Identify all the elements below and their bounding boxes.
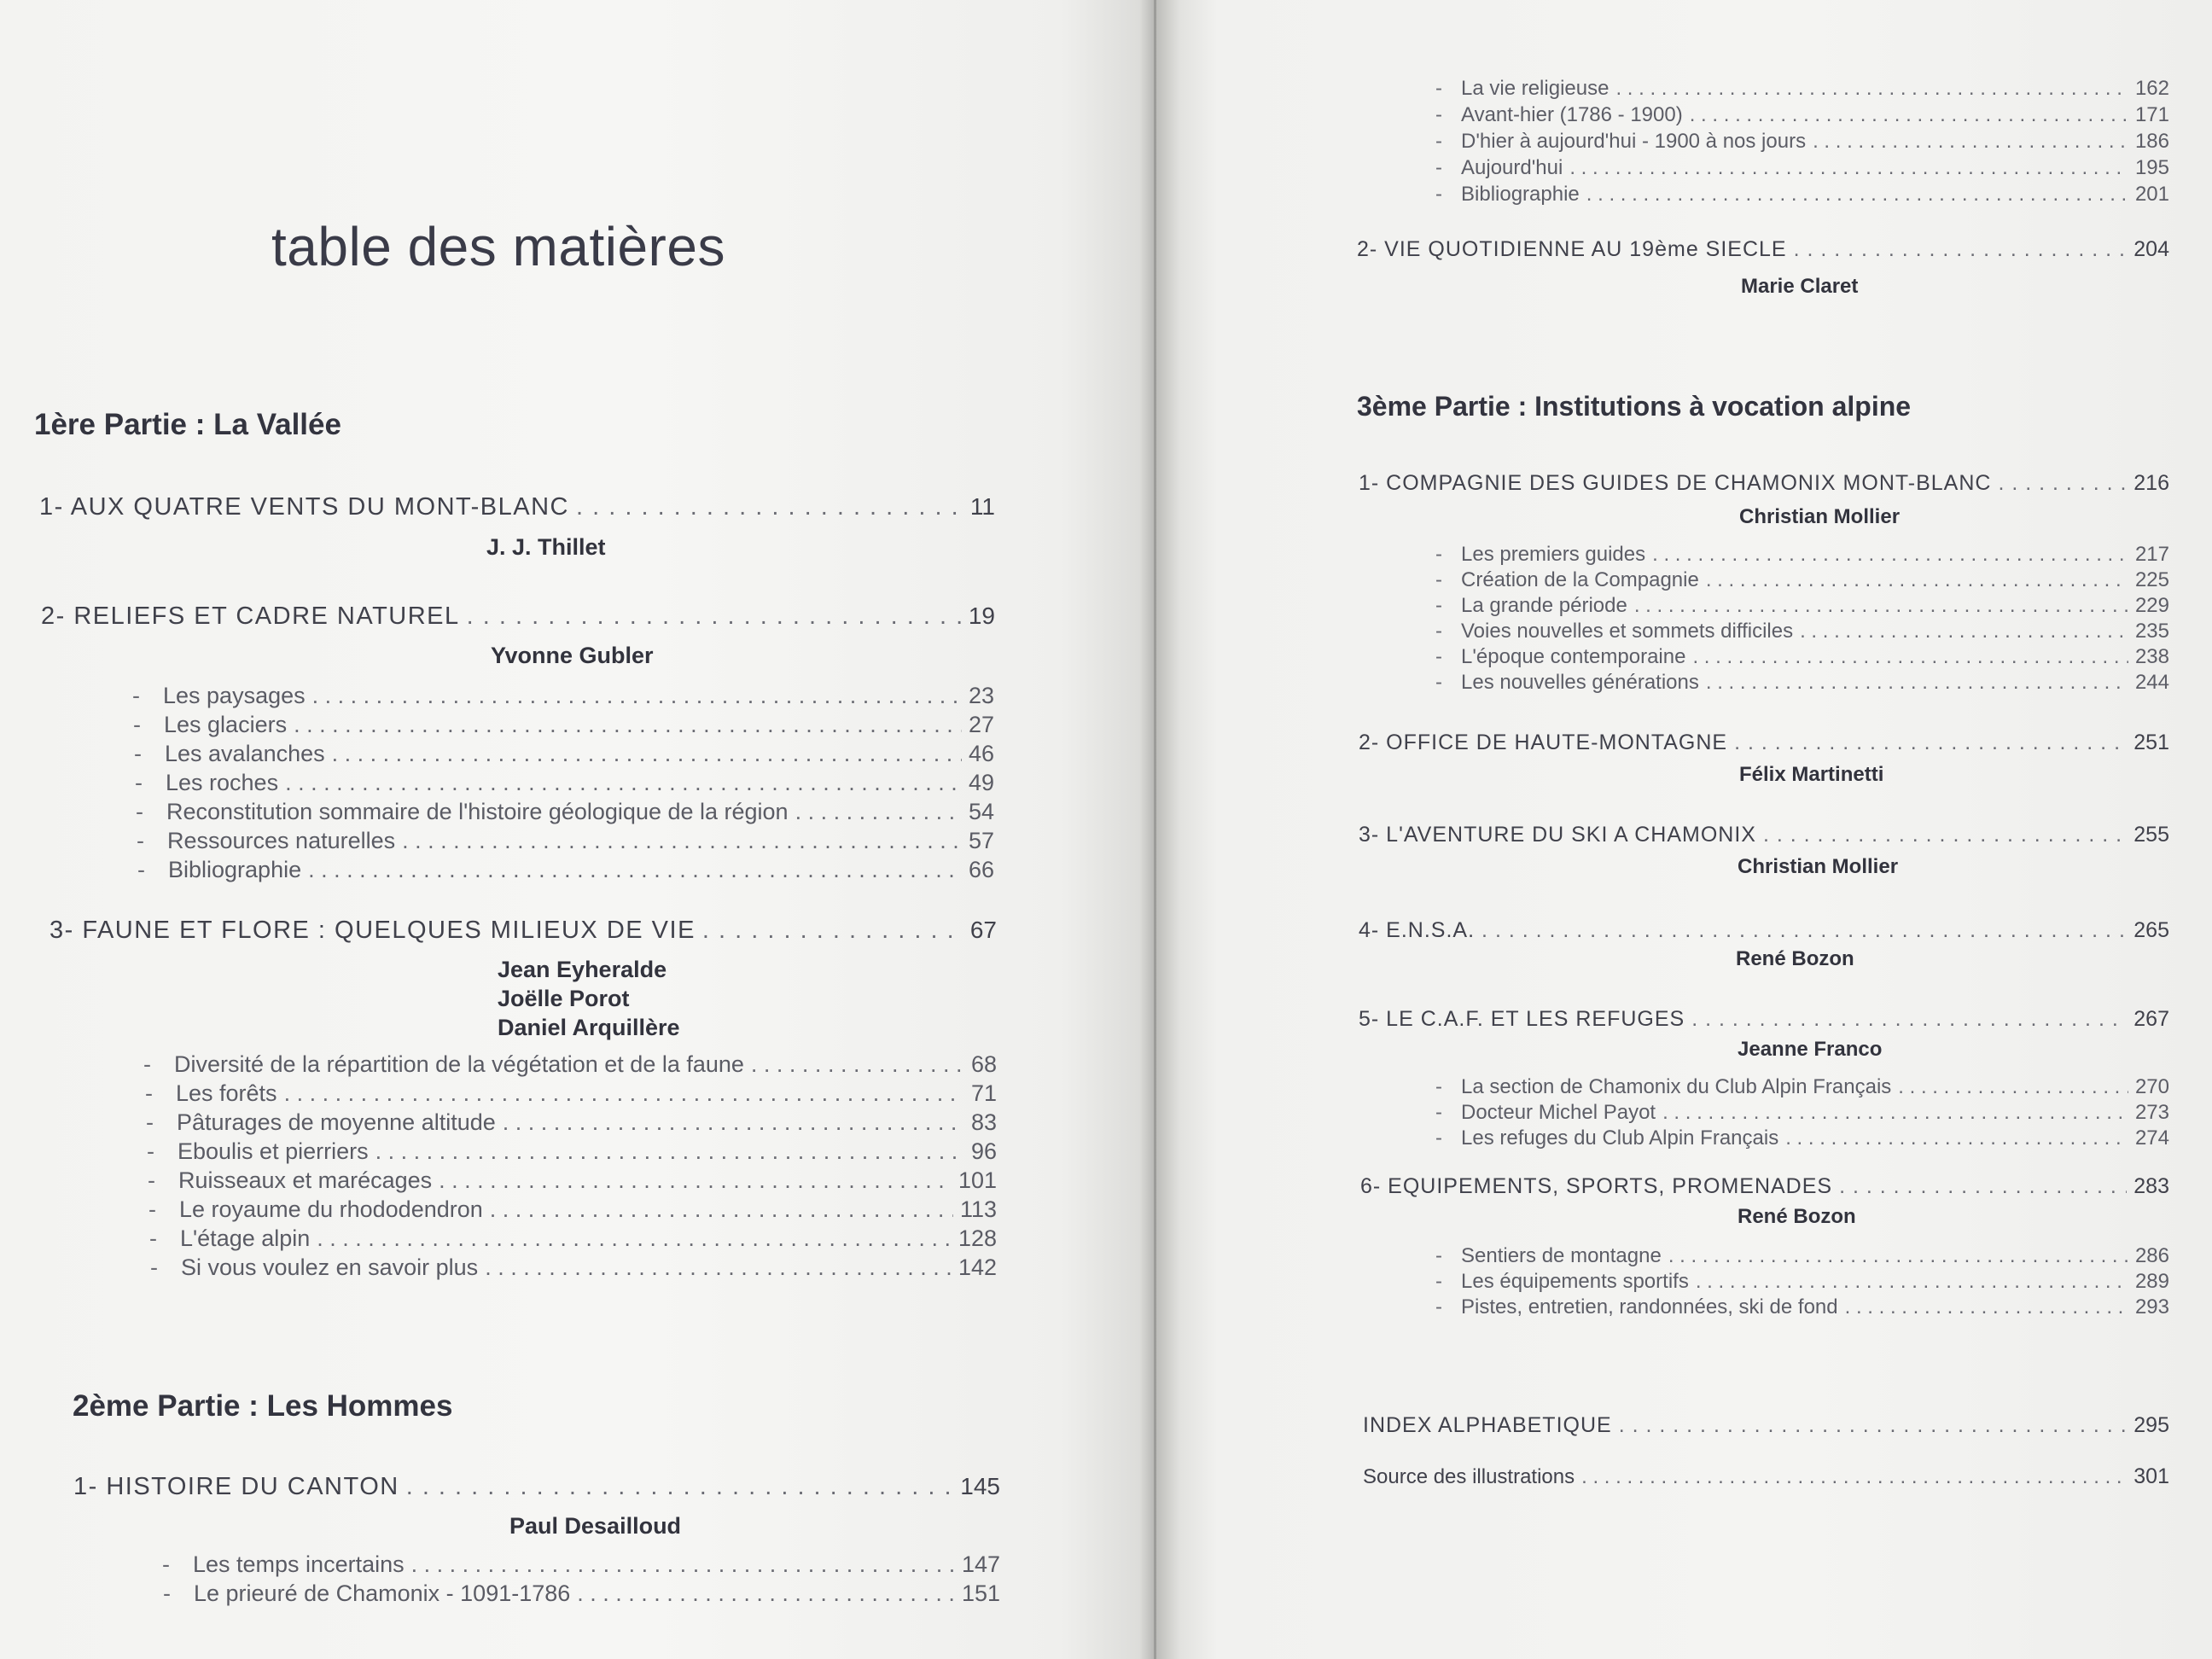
- author-name: Marie Claret: [1741, 275, 1859, 298]
- toc-subentry: - Si vous voulez en savoir plus . . . 142: [150, 1254, 997, 1281]
- toc-subentry: - Les premiers guides . . . 217: [1435, 543, 2169, 567]
- toc-subentry: - Sentiers de montagne . . . 286: [1435, 1244, 2169, 1268]
- toc-chapter-caf-refuges: 5- LE C.A.F. ET LES REFUGES . . . 267: [1359, 1007, 2169, 1032]
- toc-subentry: - Bibliographie . . . 201: [1435, 183, 2169, 207]
- page-title: table des matières: [271, 216, 725, 277]
- part-1-heading: 1ère Partie : La Vallée: [34, 408, 341, 441]
- toc-subentry: - L'époque contemporaine . . . 238: [1435, 645, 2169, 669]
- toc-source-illustrations: Source des illustrations . . . 301: [1363, 1464, 2169, 1489]
- toc-subentry: - Les paysages . . . 23: [132, 683, 994, 709]
- book-gutter: [1139, 0, 1156, 1659]
- toc-subentry: - Les refuges du Club Alpin Français . . . 274: [1435, 1126, 2169, 1150]
- toc-subentry: - Le prieuré de Chamonix - 1091-1786 . . . 151: [163, 1580, 1000, 1607]
- toc-subentry: - Le royaume du rhododendron . . . 113: [148, 1196, 997, 1223]
- toc-chapter-ensa: 4- E.N.S.A. . . . 265: [1359, 918, 2169, 943]
- toc-subentry: - Les roches . . . 49: [135, 770, 994, 796]
- author-name: Christian Mollier: [1739, 505, 1901, 528]
- author-name: Jeanne Franco: [1738, 1038, 1883, 1061]
- toc-subentry: - Voies nouvelles et sommets difficiles . . . 235: [1435, 620, 2169, 643]
- author-name: René Bozon: [1736, 947, 1854, 970]
- author-name: Joëlle Porot: [498, 986, 630, 1011]
- toc-chapter-aventure-ski: 3- L'AVENTURE DU SKI A CHAMONIX . . . 255: [1359, 823, 2169, 847]
- toc-subentry: - Création de la Compagnie . . . 225: [1435, 568, 2169, 592]
- toc-subentry: - Docteur Michel Payot . . . 273: [1435, 1101, 2169, 1125]
- toc-index-alphabetique: INDEX ALPHABETIQUE . . . 295: [1363, 1413, 2169, 1438]
- toc-subentry: - D'hier à aujourd'hui - 1900 à nos jours . . . 186: [1435, 130, 2169, 154]
- right-page: [1154, 0, 2212, 1659]
- toc-subentry: - Les nouvelles générations . . . 244: [1435, 671, 2169, 695]
- toc-subentry: - Les avalanches . . . 46: [134, 741, 994, 767]
- toc-chapter-vie-quotidienne: 2- VIE QUOTIDIENNE AU 19ème SIECLE . . . 204: [1357, 237, 2169, 262]
- toc-subentry: - Bibliographie . . . 66: [137, 857, 994, 883]
- toc-chapter-faune-flore: 3- FAUNE ET FLORE : QUELQUES MILIEUX DE VIE . . . 67: [49, 917, 997, 945]
- toc-subentry: - Pâturages de moyenne altitude . . . 83: [146, 1109, 997, 1136]
- toc-chapter-equipements: 6- EQUIPEMENTS, SPORTS, PROMENADES . . . 283: [1360, 1174, 2169, 1199]
- toc-subentry: - Aujourd'hui . . . 195: [1435, 156, 2169, 180]
- toc-chapter-compagnie-guides: 1- COMPAGNIE DES GUIDES DE CHAMONIX MONT-BLANC . . . 216: [1359, 471, 2169, 496]
- toc-subentry: - La vie religieuse . . . 162: [1435, 77, 2169, 101]
- author-name: Jean Eyheralde: [498, 957, 667, 982]
- author-name: Paul Desailloud: [509, 1513, 682, 1539]
- toc-subentry: - La section de Chamonix du Club Alpin Français . . . 270: [1435, 1075, 2169, 1099]
- toc-chapter-office-haute-montagne: 2- OFFICE DE HAUTE-MONTAGNE . . . 251: [1359, 731, 2169, 755]
- toc-subentry: - Les glaciers . . . 27: [133, 712, 994, 738]
- author-name: Félix Martinetti: [1739, 763, 1884, 786]
- author-name: Christian Mollier: [1738, 855, 1899, 878]
- author-name: Daniel Arquillère: [498, 1015, 680, 1040]
- part-3-heading: 3ème Partie : Institutions à vocation alpine: [1357, 391, 1912, 422]
- toc-subentry: - Les équipements sportifs . . . 289: [1435, 1270, 2169, 1294]
- author-name: Yvonne Gubler: [491, 643, 654, 668]
- toc-subentry: - Diversité de la répartition de la végétation et de la faune . . . 68: [143, 1051, 997, 1078]
- toc-subentry: - La grande période . . . 229: [1435, 594, 2169, 618]
- author-name: René Bozon: [1738, 1205, 1856, 1228]
- toc-subentry: - Les forêts . . . 71: [145, 1080, 997, 1107]
- toc-subentry: - Avant-hier (1786 - 1900) . . . 171: [1435, 103, 2169, 127]
- toc-subentry: - Les temps incertains . . . 147: [162, 1551, 1000, 1578]
- toc-subentry: - L'étage alpin . . . 128: [149, 1225, 997, 1252]
- toc-subentry: - Eboulis et pierriers . . . 96: [147, 1138, 997, 1165]
- toc-chapter-histoire-canton: 1- HISTOIRE DU CANTON . . . 145: [73, 1473, 1000, 1501]
- toc-subentry: - Reconstitution sommaire de l'histoire géologique de la région . . . 54: [136, 799, 994, 825]
- toc-subentry: - Ruisseaux et marécages . . . 101: [148, 1167, 997, 1194]
- toc-subentry: - Pistes, entretien, randonnées, ski de fond . . . 293: [1435, 1295, 2169, 1319]
- part-2-heading: 2ème Partie : Les Hommes: [73, 1389, 453, 1423]
- toc-chapter-aux-quatre-vents: 1- AUX QUATRE VENTS DU MONT-BLANC . . . 11: [39, 493, 995, 521]
- toc-chapter-reliefs: 2- RELIEFS ET CADRE NATUREL . . . 19: [41, 602, 995, 631]
- author-name: J. J. Thillet: [486, 534, 606, 560]
- toc-subentry: - Ressources naturelles . . . 57: [137, 828, 994, 854]
